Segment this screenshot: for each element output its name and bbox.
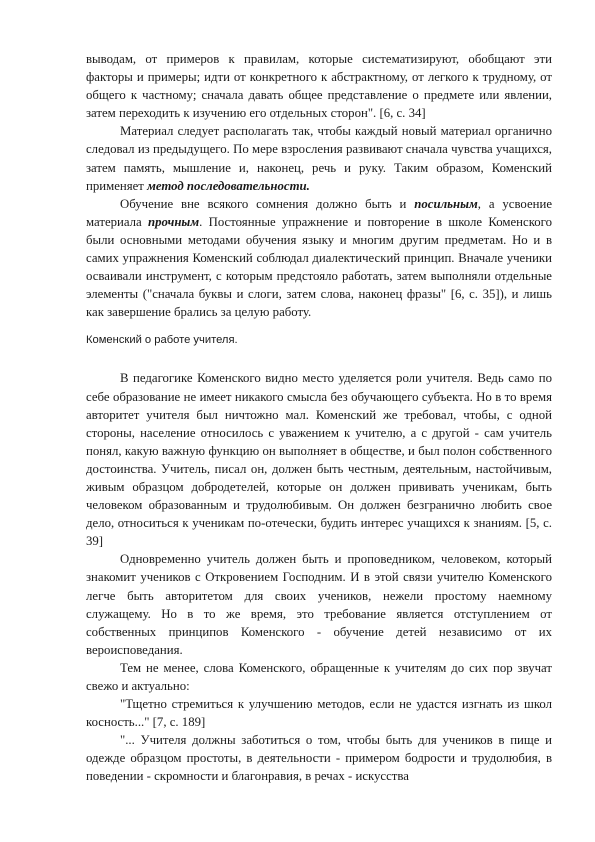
paragraph-7-quote: "Тщетно стремиться к улучшению методов, если не удастся изгнать из школ косность..." [7, с. 189] — [86, 697, 552, 730]
paragraph-3 — [86, 195, 552, 322]
document-page — [86, 50, 552, 786]
paragraph-2-emphasis: метод последовательности. — [147, 178, 310, 193]
paragraph-2 — [86, 122, 552, 194]
section-heading: Коменский о работе учителя. — [86, 334, 238, 347]
paragraph-3-emphasis-1: посильным — [414, 196, 478, 211]
paragraph-1: выводам, от примеров к правилам, которые систематизируют, обобщают эти факторы и примеры; идти от конкретного к абстрактному, от легкого к трудному, от общего к частному; сначала давать общее представление о предмете или явлении, затем переходить к изучению его отдельных сторон". [6, с. 34] — [86, 52, 552, 121]
paragraph-4: В педагогике Коменского видно место уделяется роли учителя. Ведь само по себе образование не имеет никакого смысла без обучающего субъекта. Но в то время авторитет учителя был ничтожно мал. Коменский же требовал, чтобы, с одной стороны, население относилось с уважением к учителю, а с другой - сам учитель понял, какую важную функцию он выполняет в обществе, и был полон собственного достоинства. Учитель, писал он, должен быть честным, деятельным, настойчивым, живым образцом добродетелей, которые он должен прививать ученикам, быть человеком образованным и трудолюбивым. Он должен безгранично любить свое дело, относиться к ученикам по-отечески, будить интерес учащихся к знаниям. [5, с. 39] — [86, 371, 552, 549]
paragraph-8-quote: "... Учителя должны заботиться о том, чтобы быть для учеников в пище и одежде образцом простоты, в деятельности - примером бодрости и трудолюбия, в поведении - скромности и благонравия, в речах - искусства — [86, 733, 552, 784]
paragraph-2-text: Материал следует располагать так, чтобы каждый новый материал органично следовал из предыдущего. По мере взросления развивают сначала чувства учащихся, затем память, мышление и, наконец, речь и руку. Таким образом, Коменский применяет — [86, 124, 552, 193]
paragraph-6: Тем не менее, слова Коменского, обращенные к учителям до сих пор звучат свежо и актуально: — [86, 660, 552, 693]
paragraph-3-emphasis-2: прочным — [148, 214, 200, 229]
paragraph-3-text-b: , а усвоение материала — [86, 196, 553, 229]
paragraph-5: Одновременно учитель должен быть и проповедником, человеком, который знакомит учеников с Откровением Господним. И в этой связи учителю Коменского легче быть авторитетом для своих учеников, нежели простому наемному служащему. Но в то же время, это требование является отступлением от собственных принципов Коменского - обучение детей независимо от их вероисповедания. — [86, 552, 552, 657]
paragraph-3-text-a: Обучение вне всякого сомнения должно быть и — [120, 196, 415, 211]
paragraph-3-text-c: . Постоянные упражнение и повторение в школе Коменского были основными методами обучения языку и многим другим предметам. Но и в самих упражнения Коменский соблюдал диалектический принцип. Вначале ученики осваивали инструмент, с которым предстояло работать, затем выполняли отдельные элементы ("сначала буквы и слоги, затем слова, наконец фразы" [6, с. 35]), и лишь как завершение брались за целую работу. — [86, 214, 552, 320]
